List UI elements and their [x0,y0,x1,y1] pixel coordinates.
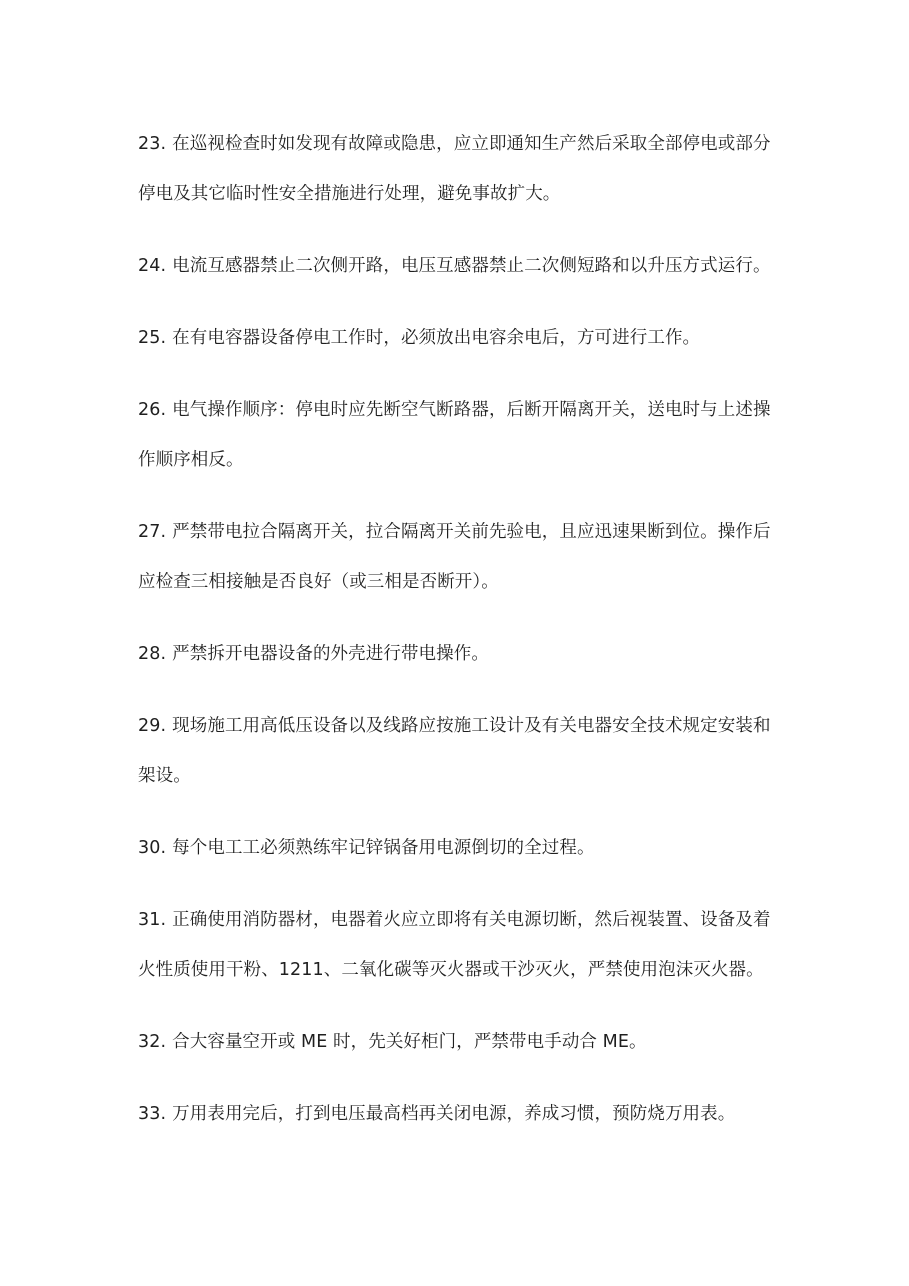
item-number: 25. [138,328,167,348]
item-text: 现场施工用高低压设备以及线路应按施工设计及有关电器安全技术规定安装和架设。 [138,716,771,786]
list-item [138,823,778,873]
item-text: 在有电容器设备停电工作时，必须放出电容余电后，方可进行工作。 [172,328,701,348]
list-item [138,1089,778,1139]
item-text: 严禁拆开电器设备的外壳进行带电操作。 [172,644,489,664]
item-number: 27. [138,522,167,542]
item-number: 23. [138,134,167,154]
item-number: 33. [138,1104,167,1124]
item-text: 每个电工工必须熟练牢记锌锅备用电源倒切的全过程。 [172,838,595,858]
item-text: 电流互感器禁止二次侧开路，电压互感器禁止二次侧短路和以升压方式运行。 [172,256,771,276]
list-item [138,241,778,291]
list-item [138,507,778,607]
list-item [138,629,778,679]
list-item [138,895,778,995]
item-number: 30. [138,838,167,858]
list-item [138,385,778,485]
item-text: 在巡视检查时如发现有故障或隐患，应立即通知生产然后采取全部停电或部分停电及其它临时性安全措施进行处理，避免事故扩大。 [138,134,771,204]
item-text: 合大容量空开或 ME 时，先关好柜门，严禁带电手动合 ME。 [172,1032,647,1052]
list-item [138,119,778,219]
list-item [138,1017,778,1067]
list-item [138,313,778,363]
item-text: 万用表用完后，打到电压最高档再关闭电源，养成习惯，预防烧万用表。 [172,1104,736,1124]
item-number: 24. [138,256,167,276]
item-number: 29. [138,716,167,736]
item-text: 正确使用消防器材，电器着火应立即将有关电源切断，然后视装置、设备及着火性质使用干粉、1211、二氧化碳等灭火器或干沙灭火，严禁使用泡沫灭火器。 [138,910,771,980]
safety-rules-list [138,119,778,1161]
item-number: 26. [138,400,167,420]
item-number: 28. [138,644,167,664]
list-item [138,701,778,801]
item-number: 31. [138,910,167,930]
item-number: 32. [138,1032,167,1052]
item-text: 电气操作顺序：停电时应先断空气断路器，后断开隔离开关，送电时与上述操作顺序相反。 [138,400,771,470]
item-text: 严禁带电拉合隔离开关，拉合隔离开关前先验电，且应迅速果断到位。操作后应检查三相接触是否良好（或三相是否断开）。 [138,522,771,592]
